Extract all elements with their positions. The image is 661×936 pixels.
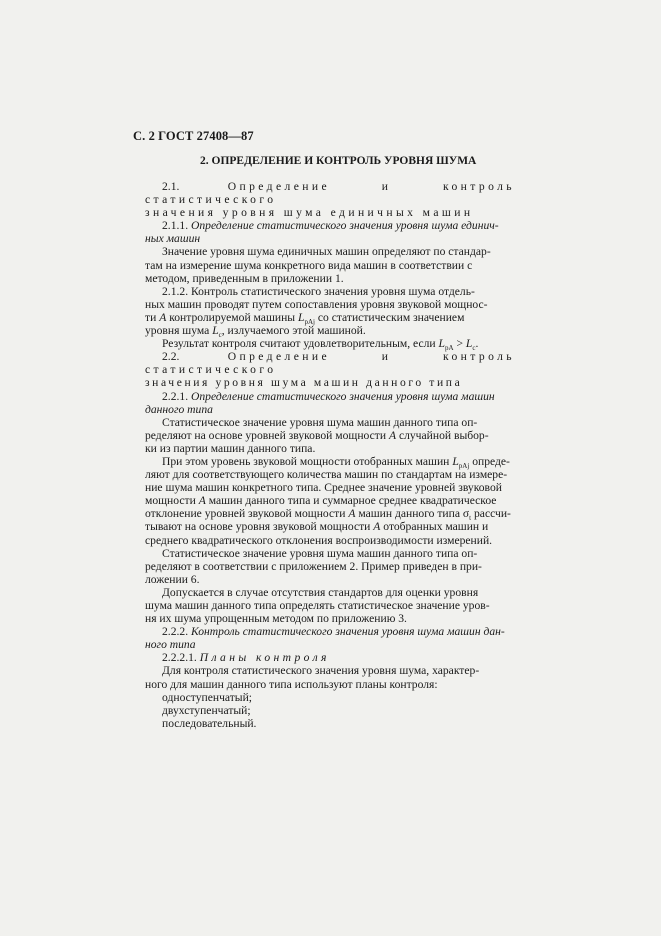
para-8-l3: ки из партии машин данного типа. [145,441,316,455]
list-item: последовательный. [162,716,257,730]
clause-2-2: 2.2. Определение и контроль статистического [145,350,515,377]
section-title: 2. ОПРЕДЕЛЕНИЕ И КОНТРОЛЬ УРОВНЯ ШУМА [200,155,477,167]
para-9-l4: мощности A машин данного типа и суммарное среднее квадратическое [145,494,497,508]
clause-2-1-1: 2.1.1. Определение статистического значения уровня шума единич- [162,219,499,233]
clause-2-1-cont: значения уровня шума единичных машин [145,206,474,220]
para-3-l2: там на измерение шума конкретного вида машин в соответствии с [145,258,473,272]
page-header: С. 2 ГОСТ 27408—87 [133,129,254,143]
clause-2-1: 2.1. Определение и контроль статистического [145,180,515,207]
clause-2-1-2-l2: ных машин проводят путем сопоставления уровня звуковой мощнос- [145,297,488,311]
para-11-l3: ня их шума упрощенным методом по приложению 3. [145,612,407,626]
para-9-l6: тывают на основе уровня звуковой мощности A отобранных машин и [145,520,489,534]
clause-2-1-1-cont: ных машин [145,232,201,246]
clause-2-1-2-l3: ти A контролируемой машины $L_{pAj}$ со статистическим значением [145,310,465,326]
clause-2-1-2-l4: уровня шума $L_c$, излучаемого этой машиной. [145,324,366,340]
list-item: двухступенчатый; [162,703,251,717]
clause-2-2-2: 2.2.2. Контроль статистического значения уровня шума машин дан- [162,625,505,639]
para-14-l2: ного для машин данного типа используют планы контроля: [145,677,438,691]
para-8-l1: Статистическое значение уровня шума машин данного типа оп- [162,415,478,429]
body-text [145,180,515,730]
clause-2-2-cont: значения уровня шума машин данного типа [145,376,463,390]
para-5: Результат контроля считают удовлетворительным, если $L_{pA} > L_c$. [162,337,479,353]
para-10-l3: ложении 6. [145,572,200,586]
para-10-l2: ределяют в соответствии с приложением 2. Пример приведен в при- [145,559,482,573]
para-8-l2: ределяют на основе уровней звуковой мощности A случайной выбор- [145,428,489,442]
para-9-l3: ние шума машин конкретного типа. Среднее значение уровней звуковой [145,481,502,495]
clause-2-2-2-cont: ного типа [145,638,196,652]
clause-2-2-1: 2.2.1. Определение статистического значения уровня шума машин [162,389,495,403]
para-9-l7: среднего квадратического отклонения воспроизводимости измерений. [145,533,493,547]
para-3-l1: Значение уровня шума единичных машин определяют по стандар- [162,245,491,259]
para-9-l1: При этом уровень звуковой мощности отобранных машин $L_{pAj}$ опреде- [162,454,510,470]
para-9-l2: ляют для соответствующего количества машин по стандартам на измере- [145,468,508,482]
para-11-l2: шума машин данного типа определять статистическое значение уров- [145,599,490,612]
list-item: одноступенчатый; [162,690,253,704]
para-11-l1: Допускается в случае отсутствия стандартов для оценки уровня [162,585,479,599]
para-10-l1: Статистическое значение уровня шума машин данного типа оп- [162,546,478,560]
clause-2-1-2-l1: 2.1.2. Контроль статистического значения уровня шума отдель- [162,284,475,298]
clause-2-2-1-cont: данного типа [145,402,213,416]
clause-2-2-2-1: 2.2.2.1. Планы контроля [162,651,330,665]
para-14-l1: Для контроля статистического значения уровня шума, характер- [162,664,480,678]
para-9-l5: отклонение уровней звуковой мощности A машин данного типа $\sigma_t$ рассчи- [145,507,511,523]
para-3-l3: методом, приведенным в приложении 1. [145,271,344,285]
